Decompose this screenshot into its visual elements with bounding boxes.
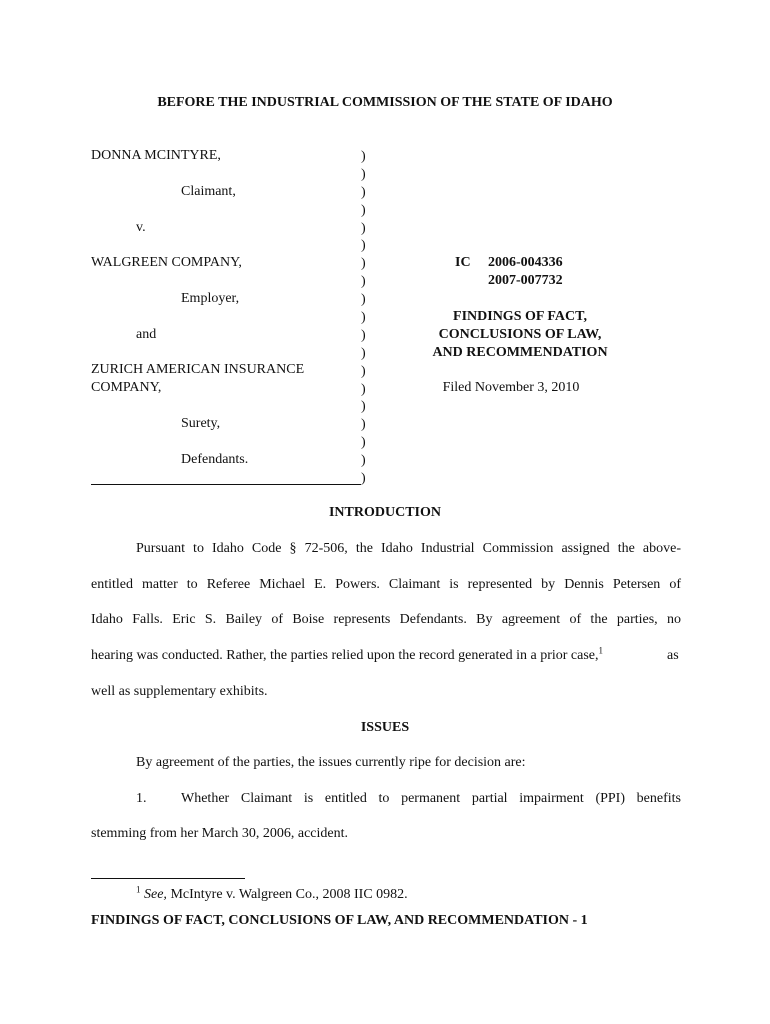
issues-intro: By agreement of the parties, the issues currently ripe for decision are: bbox=[136, 755, 526, 770]
caption-paren: ) bbox=[361, 220, 366, 236]
caption-paren: ) bbox=[361, 363, 366, 379]
defendants-role: Defendants. bbox=[181, 452, 249, 467]
caption-paren: ) bbox=[361, 202, 366, 218]
page-footer: FINDINGS OF FACT, CONCLUSIONS OF LAW, AND RECOMMENDATION - 1 bbox=[91, 913, 588, 928]
document-title-line2: CONCLUSIONS OF LAW, bbox=[438, 327, 602, 342]
surety-name-line1: ZURICH AMERICAN INSURANCE bbox=[91, 362, 305, 377]
caption-parenthesis-column bbox=[361, 148, 373, 488]
claimant-name: DONNA MCINTYRE, bbox=[91, 148, 221, 163]
introduction-line-with-footnote bbox=[91, 645, 681, 664]
caption-paren: ) bbox=[361, 417, 366, 433]
caption-paren: ) bbox=[361, 149, 366, 164]
introduction-line: well as supplementary exhibits. bbox=[91, 684, 268, 699]
caption-underline bbox=[91, 484, 361, 485]
claimant-role: Claimant, bbox=[181, 184, 236, 199]
footnote-divider bbox=[91, 878, 245, 879]
caption-paren: ) bbox=[361, 184, 366, 200]
caption-paren: ) bbox=[361, 453, 366, 469]
caption-paren: ) bbox=[361, 345, 366, 361]
issue-number: 1. bbox=[136, 791, 147, 806]
employer-name: WALGREEN COMPANY, bbox=[91, 255, 242, 270]
introduction-heading: INTRODUCTION bbox=[328, 505, 441, 520]
caption-paren: ) bbox=[361, 166, 366, 182]
caption-paren: ) bbox=[361, 256, 366, 272]
employer-role: Employer, bbox=[181, 291, 240, 306]
versus-label: v. bbox=[136, 220, 146, 235]
footnote bbox=[136, 884, 408, 903]
caption-paren: ) bbox=[361, 381, 366, 397]
caption-paren: ) bbox=[361, 327, 366, 343]
surety-name-line2: COMPANY, bbox=[91, 380, 162, 395]
caption-paren: ) bbox=[361, 310, 366, 326]
footnote-reference: 1 bbox=[598, 645, 603, 656]
caption-paren: ) bbox=[361, 471, 366, 487]
issues-heading: ISSUES bbox=[360, 720, 410, 735]
caption-paren: ) bbox=[361, 238, 366, 254]
introduction-line: Pursuant to Idaho Code § 72-506, the Idaho Industrial Commission assigned the above- bbox=[136, 541, 681, 556]
introduction-line: entitled matter to Referee Michael E. Powers. Claimant is represented by Dennis Petersen of bbox=[91, 577, 681, 592]
case-number-2: 2007-007732 bbox=[488, 273, 563, 288]
case-number-1: 2006-004336 bbox=[488, 255, 563, 270]
surety-role: Surety, bbox=[181, 416, 221, 431]
caption-paren: ) bbox=[361, 399, 366, 415]
document-title-line1: FINDINGS OF FACT, bbox=[453, 309, 587, 324]
document-title-line3: AND RECOMMENDATION bbox=[432, 345, 608, 360]
introduction-line: Idaho Falls. Eric S. Bailey of Boise represents Defendants. By agreement of the parties, no bbox=[91, 612, 681, 627]
footnote-text: McIntyre v. Walgreen Co., 2008 IIC 0982. bbox=[170, 887, 408, 902]
filed-date: Filed November 3, 2010 bbox=[442, 380, 580, 395]
footnote-see: See, bbox=[144, 887, 167, 902]
caption-paren: ) bbox=[361, 435, 366, 451]
ic-label: IC bbox=[455, 255, 471, 270]
court-heading: BEFORE THE INDUSTRIAL COMMISSION OF THE STATE OF IDAHO bbox=[157, 95, 613, 110]
conjunction-label: and bbox=[136, 327, 157, 342]
caption-paren: ) bbox=[361, 292, 366, 308]
issue-item-line1: Whether Claimant is entitled to permanent partial impairment (PPI) benefits bbox=[181, 791, 681, 806]
introduction-line: hearing was conducted. Rather, the parties relied upon the record generated in a prior case, bbox=[91, 648, 599, 663]
introduction-line-tail: as bbox=[667, 648, 679, 663]
issue-item-line2: stemming from her March 30, 2006, accident. bbox=[91, 826, 348, 841]
caption-paren: ) bbox=[361, 274, 366, 290]
footnote-number: 1 bbox=[136, 884, 141, 895]
